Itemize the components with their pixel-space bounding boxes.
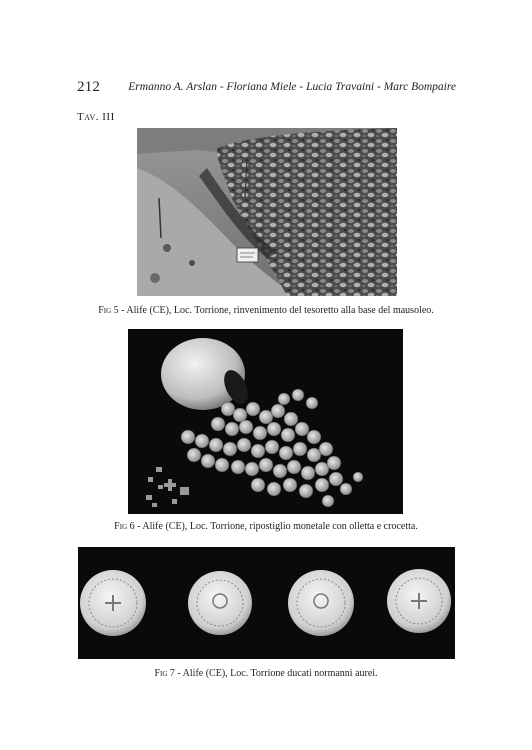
figure-5-caption-text: - Alife (CE), Loc. Torrione, rinvenimento del tesoretto alla base del mausoleo. — [118, 305, 434, 316]
ducat-1 — [80, 570, 146, 636]
figure-6-label: Fig 6 — [114, 521, 135, 532]
figure-6-caption-text: - Alife (CE), Loc. Torrione, ripostiglio monetale con olletta e crocetta. — [134, 521, 418, 532]
figure-6-caption — [0, 521, 532, 532]
figure-7-caption — [0, 668, 532, 679]
running-head-authors: Ermanno A. Arslan - Floriana Miele - Lucia Travaini - Marc Bompaire — [128, 81, 456, 93]
ducat-2 — [188, 571, 252, 635]
figure-5-caption — [0, 305, 532, 316]
figure-5-label: Fig 5 — [98, 305, 119, 316]
figure-7-caption-text: - Alife (CE), Loc. Torrione ducati normanni aurei. — [174, 668, 378, 679]
ducat-4 — [387, 569, 451, 633]
figure-6-photo — [128, 329, 403, 514]
ducats-illustration — [78, 547, 455, 659]
excavation-photo-illustration — [137, 128, 397, 296]
figure-5-photo — [137, 128, 397, 296]
ducat-3 — [288, 570, 354, 636]
page-number: 212 — [77, 79, 101, 95]
figure-7-photo — [78, 547, 455, 659]
coin-hoard-illustration — [128, 329, 403, 514]
figure-7-label: Fig 7 — [154, 668, 175, 679]
plate-label: Tav. III — [77, 111, 115, 123]
